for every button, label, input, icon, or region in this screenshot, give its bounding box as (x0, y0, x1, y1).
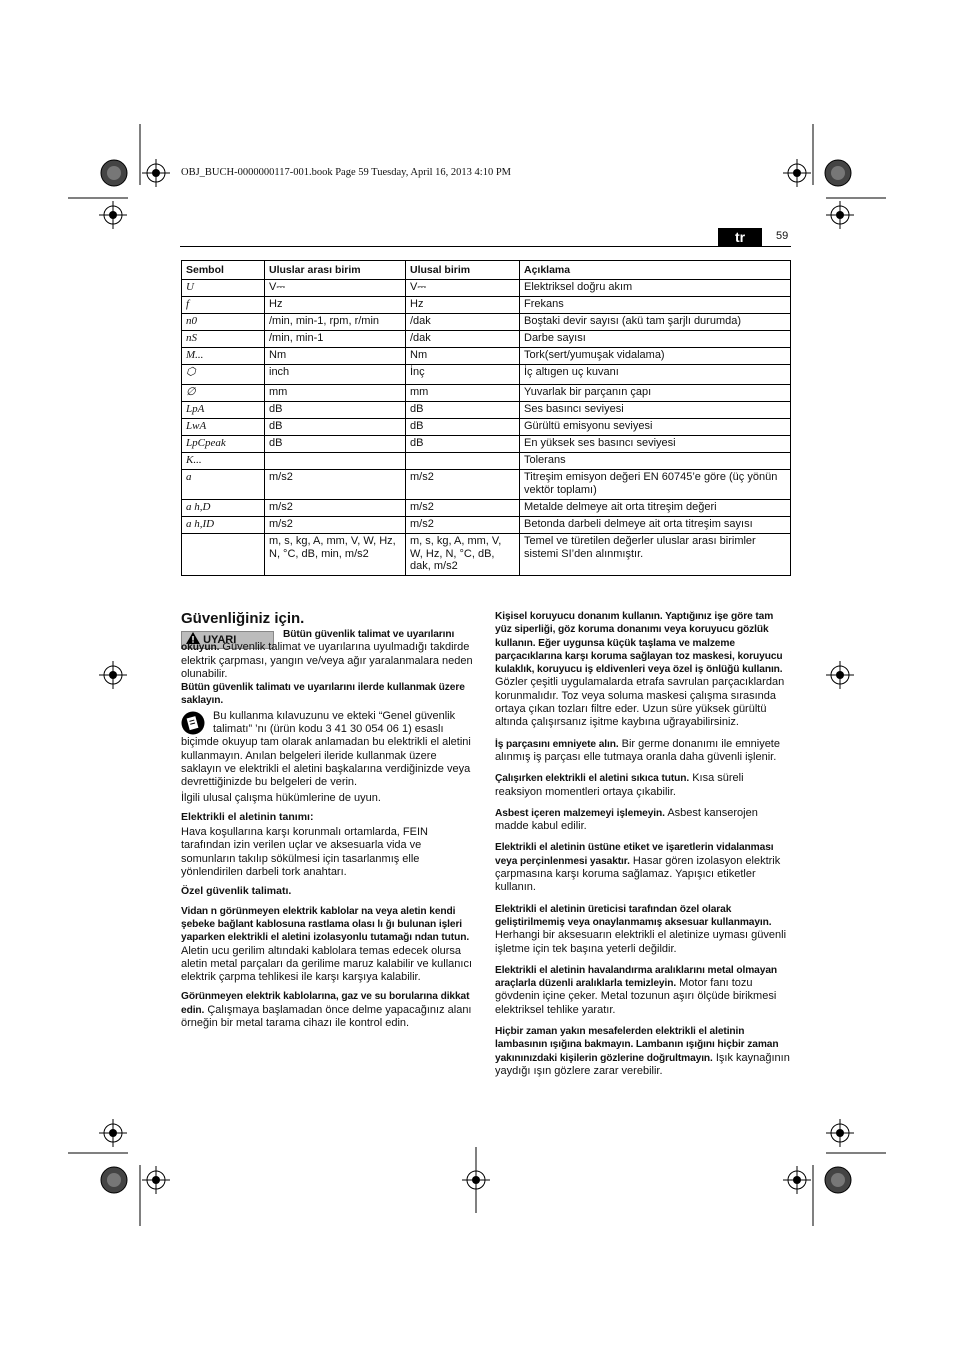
table-cell: m, s, kg, A, mm, V, W, Hz, N, °C, dB, min, m/s2 (265, 534, 406, 576)
table-cell: /min, min-1, rpm, r/min (265, 314, 406, 331)
table-cell: Temel ve türetilen değerler uluslar arası birimler sistemi SI’den alınmıştır. (520, 534, 791, 576)
table-cell: V⎓ (406, 280, 520, 297)
table-cell: Yuvarlak bir parçanın çapı (520, 385, 791, 402)
table-row (182, 419, 791, 436)
table-cell: Betonda darbeli delmeye ait orta titreşim sayısı (520, 517, 791, 534)
table-cell: m/s2 (265, 517, 406, 534)
safety-bold: Çalışırken elektrikli el aletini sıkıca tutun. (495, 773, 690, 785)
table-cell: dB (265, 402, 406, 419)
table-cell: /min, min-1 (265, 331, 406, 348)
heading-description: Elektrikli el aletinin tanımı: (181, 810, 314, 823)
table-cell: Hz (406, 297, 520, 314)
cable-bold: Vidan n görünmeyen elektrik kablolar na veya aletin kendi şebeke bağlant kablosuna rastlama olası lı ğı bulunan işleri yaparken elektrikli el aletini izolasyonlu tutamağı ndan tutun. (181, 905, 470, 944)
table-cell: m/s2 (406, 500, 520, 517)
language-tab: tr (718, 228, 762, 246)
table-cell: /dak (406, 331, 520, 348)
table-row (182, 331, 791, 348)
symbol-cell: a (182, 470, 265, 500)
right-column (495, 610, 791, 1084)
table-row (182, 365, 791, 385)
table-cell: inch (265, 365, 406, 385)
table-row (182, 534, 791, 576)
table-row (182, 517, 791, 534)
table-cell: Nm (406, 348, 520, 365)
safety-text: Kısa süreli reaksiyon momentleri ortaya çıkabilir. (495, 772, 744, 798)
table-cell: V⎓ (265, 280, 406, 297)
safety-text: Herhangi bir aksesuarın elektrikli el aletinize uyması güvenli işletme için tek başına yeterli değildir. (495, 929, 787, 955)
symbol-cell: a h,D (182, 500, 265, 517)
safety-paragraph (495, 1025, 791, 1078)
pipes-paragraph (181, 990, 474, 1030)
table-row (182, 453, 791, 470)
table-cell: Tolerans (520, 453, 791, 470)
safety-bold: Asbest içeren malzemeyi işlemeyin. (495, 807, 665, 819)
warning-text: Güvenlik talimat ve uyarılarına uyulmadığı takdirde elektrik çarpması, yangın ve/veya ağır yaralanmalara neden olunabilir. (181, 641, 473, 680)
national-paragraph: İlgili ulusal çalışma hükümlerine de uyun. (181, 791, 381, 804)
symbol-cell: U (182, 280, 265, 297)
warning-paragraph (181, 628, 474, 681)
table-cell: /dak (406, 314, 520, 331)
symbol-cell (182, 534, 265, 576)
safety-text: Motor fanı tozu gövdenin içine çeker. Metal tozunun aşırı ölçüde birikmesi elektriksel tehlike yaratır. (495, 977, 777, 1016)
symbol-cell: LpA (182, 402, 265, 419)
safety-paragraph (495, 903, 791, 956)
table-cell (265, 453, 406, 470)
table-cell: dB (406, 436, 520, 453)
safety-text: Bir germe donanımı ile emniyete alınmış iş parçası elle tutmaya oranla daha güvenli işlenir. (495, 737, 780, 763)
warning-label: UYARI (203, 634, 237, 646)
table-header-row (182, 261, 791, 280)
table-row (182, 314, 791, 331)
table-cell: Metalde delmeye ait orta titreşim değeri (520, 500, 791, 517)
symbol-cell: K... (182, 453, 265, 470)
symbol-cell: LpCpeak (182, 436, 265, 453)
table-cell: En yüksek ses basıncı seviyesi (520, 436, 791, 453)
table-cell: İç altıgen uç kuvanı (520, 365, 791, 385)
table-cell: dB (406, 419, 520, 436)
table-cell: m/s2 (265, 500, 406, 517)
symbol-cell: n0 (182, 314, 265, 331)
safety-bold: Hiçbir zaman yakın mesafelerden elektrikli el aletinin lambasının ışığına bakmayın. Lambanın ışığını hiçbir zaman yakınınızdaki kişilerin gözlerine doğrultmayın. (495, 1026, 779, 1064)
symbol-cell: LwA (182, 419, 265, 436)
manual-paragraph (181, 710, 474, 790)
table-cell: m, s, kg, A, mm, V, W, Hz, N, °C, dB, dak, m/s2 (406, 534, 520, 576)
table-cell: Frekans (520, 297, 791, 314)
table-cell: dB (406, 402, 520, 419)
table-row (182, 385, 791, 402)
safety-paragraph (495, 807, 791, 834)
table-cell: Gürültü emisyonu seviyesi (520, 419, 791, 436)
table-cell: Darbe sayısı (520, 331, 791, 348)
heading-special-safety: Özel güvenlik talimatı. (181, 885, 292, 898)
table-cell: m/s2 (265, 470, 406, 500)
table-cell: Elektriksel doğru akım (520, 280, 791, 297)
table-cell (406, 453, 520, 470)
manual-block (181, 710, 474, 790)
table-cell: Boştaki devir sayısı (akü tam şarjlı durumda) (520, 314, 791, 331)
table-row (182, 402, 791, 419)
table-cell: m/s2 (406, 517, 520, 534)
safety-bold: Elektrikli el aletinin üreticisi tarafından özel olarak geliştirilmemiş veya onaylanmamış aksesuar kullanmayın. (495, 903, 772, 928)
book-info-line: OBJ_BUCH-0000000117-001.book Page 59 Tuesday, April 16, 2013 4:10 PM (181, 167, 511, 178)
table-cell: dB (265, 436, 406, 453)
safety-text: Işık kaynağının yaydığı ışın gözlere zarar verebilir. (495, 1051, 790, 1077)
left-column (181, 628, 474, 1036)
symbol-cell: ⬡ (182, 365, 265, 385)
cable-text: Aletin ucu gerilim altındaki kablolara temas edecek olursa aletin metal parçaları da gerilime maruz kalabilir ve kullanıcı elektrik çarpma tehlikesi ile karşı karşıya kalabilir. (181, 944, 473, 984)
keep-paragraph (181, 681, 474, 708)
table-cell: mm (265, 385, 406, 402)
table-cell: m/s2 (406, 470, 520, 500)
table-row (182, 500, 791, 517)
safety-bold: İş parçasını emniyete alın. (495, 738, 619, 750)
table-row (182, 470, 791, 500)
safety-text: Hasar gören izolasyon elektrik çarpmasına karşı koruma sağlamaz. Yapışıcı etiketler kullanın. (495, 854, 781, 894)
safety-bold: Kişisel koruyucu donanım kullanın. Yaptığınız işe göre tam yüz siperliği, göz koruma donanımı veya koruyucu gözlük kullanın. Eğer uygunsa küçük taşlama ve malzeme parçacıklarına karşı koruma sağlayan toz maskesi, koruyucu kulaklık, koruyucu iş eldivenleri veya özel iş önlüğü kullanın. (495, 611, 783, 676)
warning-bold: Bütün güvenlik talimat ve uyarılarını okuyun. (181, 629, 455, 654)
safety-bold: Elektrikli el aletinin üstüne etiket ve işaretlerin vidalanması veya perçinlenmesi yasaktır. (495, 842, 774, 867)
page-number: 59 (776, 230, 789, 242)
safety-paragraph (495, 738, 791, 765)
cable-paragraph (181, 905, 474, 985)
table-cell: İnç (406, 365, 520, 385)
table-row (182, 297, 791, 314)
table-row (182, 280, 791, 297)
safety-text: Gözler çeşitli uygulamalarda etrafa savrulan parçacıklardan korunmalıdır. Toz veya soluma maskesi çalışma sırasında ortaya çıkan tozları filtre eder. Uzun süre yüksek gürültü altında çalışırsanız işitme kaybına uğrayabilirsiniz. (495, 676, 785, 729)
symbol-cell: nS (182, 331, 265, 348)
symbol-cell: M... (182, 348, 265, 365)
symbol-cell: a h,ID (182, 517, 265, 534)
header-rule (180, 246, 791, 247)
keep-bold: Bütün güvenlik talimatı ve uyarılarını ilerde kullanmak üzere saklayın. (181, 682, 465, 707)
symbol-cell: f (182, 297, 265, 314)
symbol-cell: ∅ (182, 385, 265, 402)
table-cell: dB (265, 419, 406, 436)
table-cell: Hz (265, 297, 406, 314)
symbol-table (181, 260, 791, 576)
pipes-bold: Görünmeyen elektrik kablolarına, gaz ve su borularına dikkat edin. (181, 991, 470, 1016)
table-row (182, 348, 791, 365)
safety-text: Asbest kanserojen madde kabul edilir. (495, 806, 758, 833)
table-cell: Ses basıncı seviyesi (520, 402, 791, 419)
table-header: Açıklama (520, 261, 791, 280)
table-cell: mm (406, 385, 520, 402)
safety-paragraph (495, 841, 791, 894)
section-title: Güvenliğiniz için. (181, 610, 305, 627)
table-cell: Tork(sert/yumuşak vidalama) (520, 348, 791, 365)
safety-paragraph (495, 610, 791, 730)
pipes-text: Çalışmaya başlamadan önce delme yapacağınız alanı örneğin bir metal tarama cihazı ile kontrol edin. (181, 1003, 472, 1030)
safety-paragraph (495, 964, 791, 1017)
table-cell: Titreşim emisyon değeri EN 60745’e göre (üç yönün vektör toplamı) (520, 470, 791, 500)
safety-bold: Elektrikli el aletinin havalandırma aralıklarını metal olmayan araçlarla düzenli aralıklarla temizleyin. (495, 964, 778, 990)
table-header: Sembol (182, 261, 265, 280)
description-paragraph: Hava koşullarına karşı korunmalı ortamlarda, FEIN tarafından izin verilen uçlar ve aksesuarla vida ve somunların takılıp sökülmesi için tasarlanmış elle yönlendirilen darbeli tork anahtarı. (181, 826, 428, 879)
table-header: Uluslar arası birim (265, 261, 406, 280)
read-manual-icon (181, 711, 205, 735)
table-header: Ulusal birim (406, 261, 520, 280)
manual-text: Bu kullanma kılavuzunu ve ekteki “Genel güvenlik talimatı” ’nı (ürün kodu 3 41 30 054 06 1) esaslı biçimde okuyup tam olarak anlamadan bu elektrikli el aletini kullanmayın. Anılan belgeleri ileride kullanmak üzere saklayın ve elektrikli el aletini başkalarına verdiğinizde veya devrettiğinizde bu belgeleri de verin. (181, 709, 471, 789)
table-row (182, 436, 791, 453)
safety-paragraph (495, 772, 791, 799)
table-cell: Nm (265, 348, 406, 365)
